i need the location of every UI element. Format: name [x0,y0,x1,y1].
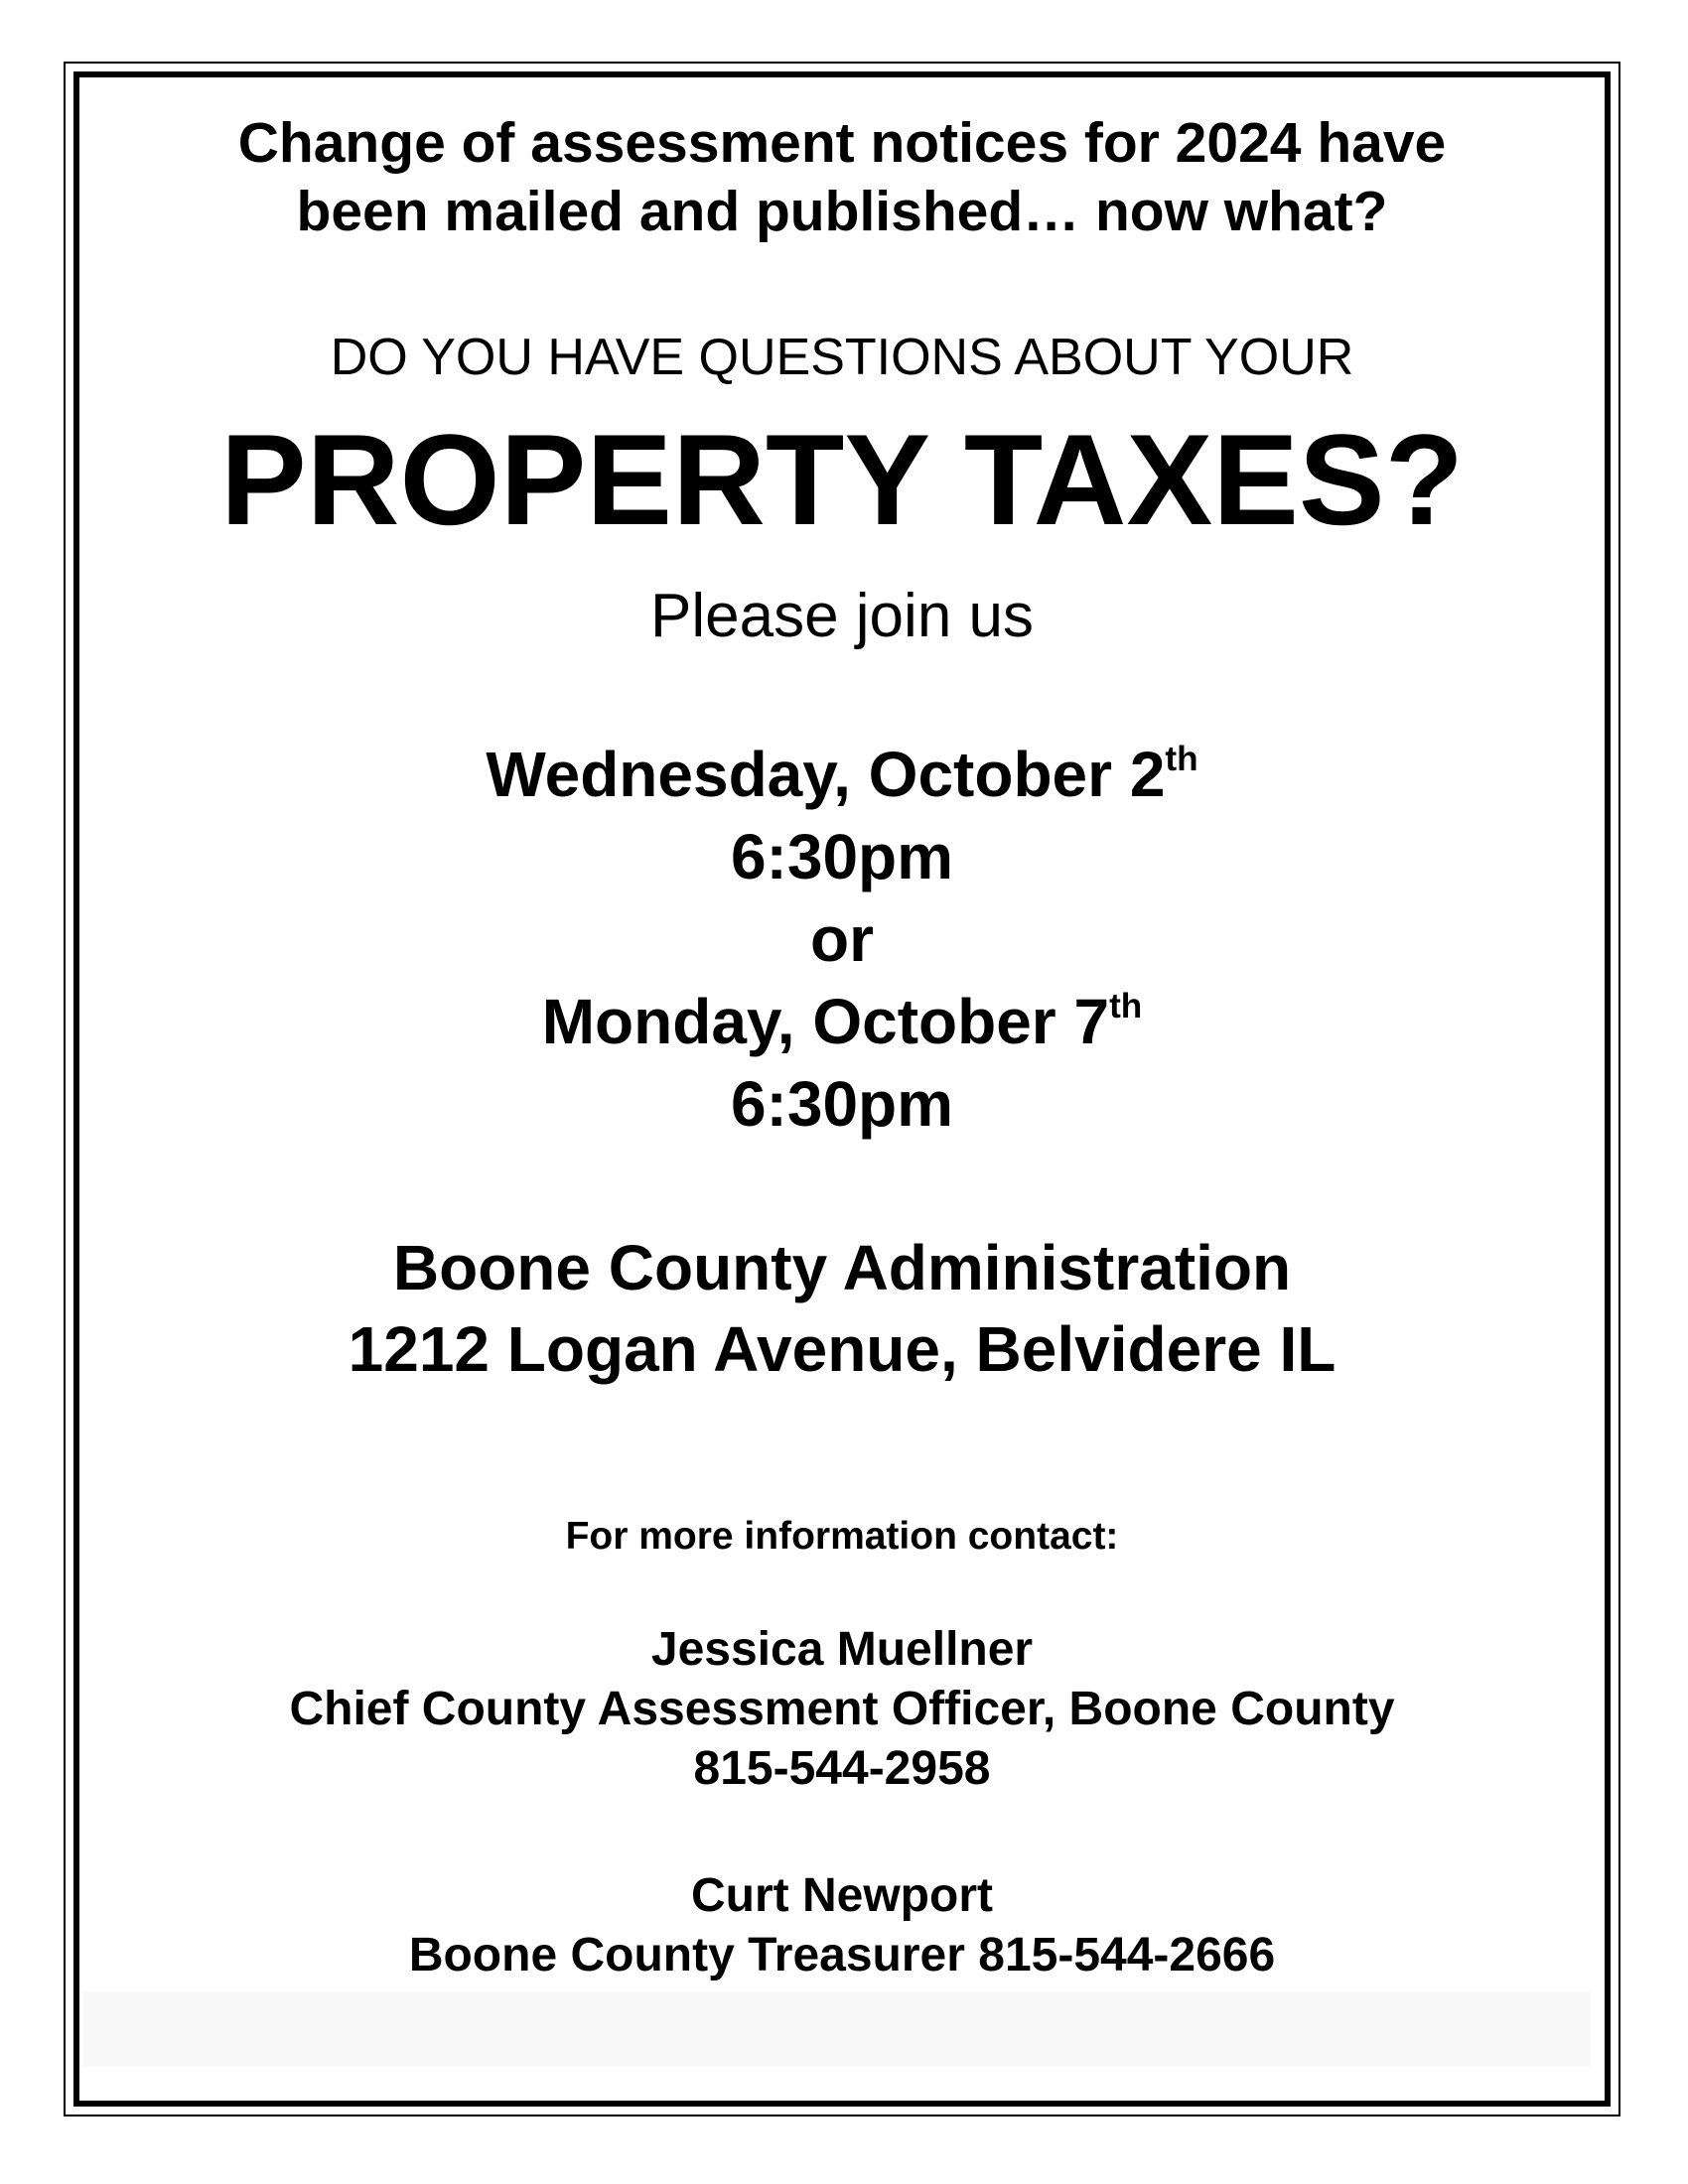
headline-line-1: Change of assessment notices for 2024 have [237,111,1447,175]
session-2-date [83,986,1601,1057]
session-2-time: 6:30pm [730,1068,954,1140]
session-1-ordinal: th [1165,739,1198,778]
headline-line-2: been mailed and published… now what? [296,180,1388,243]
session-2-date-text: Monday, October 7 [541,986,1110,1057]
contact-2-title-phone: Boone County Treasurer 815-544-2666 [408,1929,1276,1981]
question-line: DO YOU HAVE QUESTIONS ABOUT YOUR [330,329,1354,386]
invitation-text: Please join us [649,582,1035,650]
session-1-date [83,739,1601,810]
session-2-ordinal: th [1109,986,1143,1025]
property-taxes-title: PROPERTY TAXES? [219,407,1465,552]
contact-1-phone: 815-544-2958 [693,1742,991,1795]
contact-1-title: Chief County Assessment Officer, Boone County [289,1683,1395,1735]
footer-band [83,1991,1591,2067]
contact-heading: For more information contact: [565,1515,1119,1558]
contact-2-name: Curt Newport [691,1869,993,1922]
venue-name: Boone County Administration [392,1232,1292,1303]
session-1-date-text: Wednesday, October 2 [486,739,1166,810]
venue-address: 1212 Logan Avenue, Belvidere IL [348,1313,1336,1385]
contact-1-name: Jessica Muellner [650,1623,1034,1676]
session-1-time: 6:30pm [730,821,954,892]
session-separator: or [810,903,874,975]
